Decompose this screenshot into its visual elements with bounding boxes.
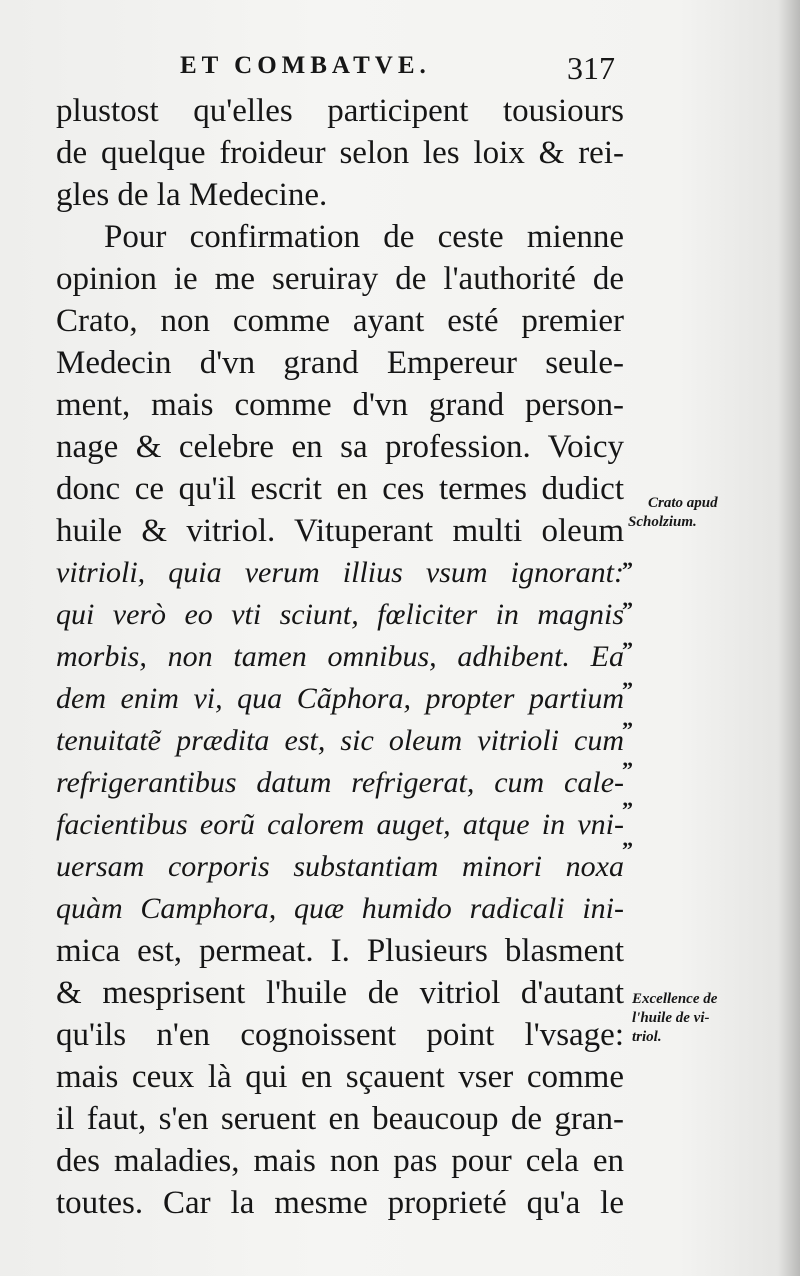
quote-mark: ” <box>622 637 633 662</box>
margin-note-line: Excellence de <box>632 991 718 1007</box>
text-line: donc ce qu'il escrit en ces termes dudict <box>56 471 624 507</box>
quote-mark: ” <box>622 837 633 862</box>
text-line: mica est, permeat. I. Plusieurs blasment <box>56 933 624 969</box>
text-line: opinion ie me seruiray de l'authorité de <box>56 261 624 297</box>
quote-mark: ” <box>622 717 633 742</box>
page-header <box>60 52 615 92</box>
quote-mark: ” <box>622 757 633 782</box>
margin-note-line: Crato apud <box>648 495 718 511</box>
margin-note-line: triol. <box>632 1029 662 1045</box>
text-line: des maladies, mais non pas pour cela en <box>56 1143 624 1179</box>
page-gutter-shadow <box>778 0 800 1276</box>
text-line-latin: tenuitatẽ prædita est, sic oleum vitrioli cum <box>56 724 624 757</box>
quote-mark: ” <box>622 557 633 582</box>
text-line: plustost qu'elles participent tousiours <box>56 93 624 129</box>
quote-mark: ” <box>622 677 633 702</box>
text-line-latin: quàm Camphora, quæ humido radicali ini- <box>56 892 624 925</box>
quote-mark: ” <box>622 797 633 822</box>
text-line-latin: dem enim vi, qua Cãphora, propter partium <box>56 682 624 715</box>
text-line: Medecin d'vn grand Empereur seule- <box>56 345 624 381</box>
text-line: ment, mais comme d'vn grand person- <box>56 387 624 423</box>
quotation-marks <box>622 550 652 870</box>
text-line: toutes. Car la mesme proprieté qu'a le <box>56 1185 624 1221</box>
text-line: & mesprisent l'huile de vitriol d'autant <box>56 975 624 1011</box>
text-line: qu'ils n'en cognoissent point l'vsage: <box>56 1017 624 1053</box>
text-line: nage & celebre en sa profession. Voicy <box>56 429 624 465</box>
text-line: mais ceux là qui en sçauent vser comme <box>56 1059 624 1095</box>
text-line: Pour confirmation de ceste mienne <box>104 219 624 255</box>
text-line-latin: morbis, non tamen omnibus, adhibent. Ea <box>56 640 624 673</box>
text-line: de quelque froideur selon les loix & rei- <box>56 135 624 171</box>
text-line-latin: uersam corporis substantiam minori noxa <box>56 850 624 883</box>
margin-note-crato <box>628 494 778 532</box>
text-line: huile & vitriol. Vituperant multi oleum <box>56 513 624 549</box>
body-text <box>56 90 624 1224</box>
page-number: 317 <box>567 50 615 86</box>
text-line-latin: refrigerantibus datum refrigerat, cum cale- <box>56 766 624 799</box>
quote-mark: ” <box>622 597 633 622</box>
margin-note-line: l'huile de vi- <box>632 1010 710 1026</box>
text-line-latin: facientibus eorũ calorem auget, atque in vni- <box>56 808 624 841</box>
text-line-latin: vitrioli, quia verum illius vsum ignorant: <box>56 556 624 589</box>
margin-note-excellence <box>632 990 762 1047</box>
running-title: ET COMBATVE. <box>180 52 431 79</box>
text-line: gles de la Medecine. <box>56 177 328 213</box>
text-line-latin: qui verò eo vti sciunt, fœliciter in magnis <box>56 598 624 631</box>
text-line: il faut, s'en seruent en beaucoup de gran- <box>56 1101 624 1137</box>
margin-note-line: Scholzium. <box>628 514 697 530</box>
text-line: Crato, non comme ayant esté premier <box>56 303 624 339</box>
